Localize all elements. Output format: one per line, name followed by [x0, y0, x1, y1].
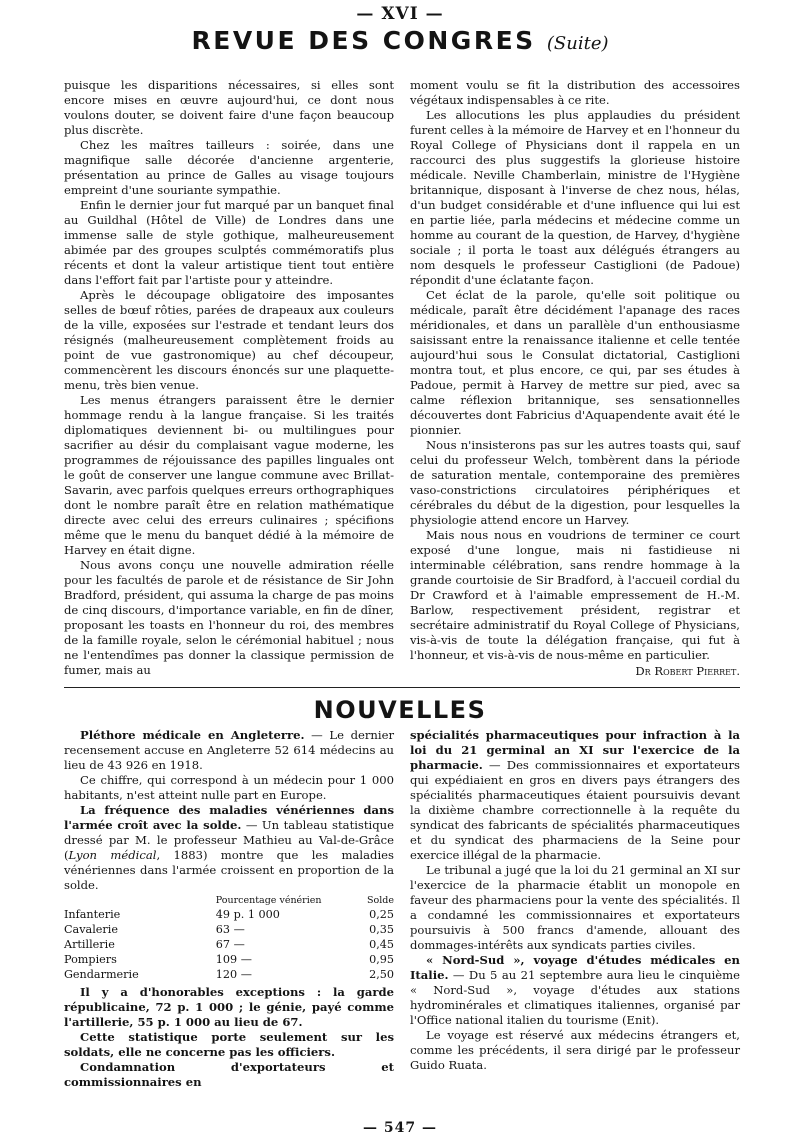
paragraph: Chez les maîtres tailleurs : soirée, dans une magnifique salle décorée d'ancienne argenterie, présentation au prince de Galles au visage toujours empreint d'une souriante sympathie.	[64, 138, 394, 197]
paragraph: Cet éclat de la parole, qu'elle soit politique ou médicale, paraît être décidément l'apanage des races méridionales, et dans un parallèle d'un enthousiasme saisissant entre la renaissance italienne et celle tentée aujourd'hui sous le Consulat dictatorial, Castiglioni montra tout, et plus encore, ce qui, par ses études à Padoue, permit à Harvey de mettre sur pied, avec sa calme réflexion britannique, ses sensationnelles découvertes dont Fabricius d'Aquapendente avait été le pionnier.	[410, 288, 740, 437]
author-signature: Dr Robert Pierret.	[635, 664, 740, 678]
news-text: — Un tableau statistique dressé par M. le professeur Mathieu au Val-de-Grâce (	[64, 818, 394, 862]
paragraph: Cette statistique porte seulement sur les soldats, elle ne concerne pas les officiers.	[64, 1030, 394, 1059]
news-text: , 1883) montre que les maladies vénériennes dans l'armée croissent en proportion de la solde.	[64, 848, 394, 892]
paragraph: Ce chiffre, qui correspond à un médecin pour 1 000 habitants, n'est atteint nulle part en Europe.	[64, 773, 394, 802]
news-text: — Le dernier recensement accuse en Angleterre 52 614 médecins au lieu de 43 926 en 1918.	[64, 728, 394, 772]
row-solde: 2,50	[369, 968, 394, 981]
row-arme: Cavalerie	[64, 923, 118, 936]
row-pct: 109 —	[215, 953, 252, 966]
article-right-column	[410, 78, 740, 679]
table-row	[64, 907, 394, 922]
news-headline: Condamnation d'exportateurs et commissionnaires en	[64, 1060, 394, 1089]
row-arme: Artillerie	[64, 938, 115, 951]
row-arme: Gendarmerie	[64, 968, 139, 981]
row-pct: 120 —	[215, 968, 252, 981]
news-headline: La fréquence des maladies vénériennes dans l'armée croît avec la solde.	[64, 803, 394, 832]
table-header	[64, 895, 394, 907]
news-item	[64, 728, 394, 773]
paragraph: Mais nous nous en voudrions de terminer ce court exposé d'une longue, mais ni fastidieuse ni interminable célébration, sans rendre hommage à la grande courtoisie de Sir Bradford, à l'accueil cordial du Dr Crawford et à l'aimable empressement de H.-M. Barlow, respectivement président, registrar et secrétaire administratif du Royal College of Physicians, vis-à-vis de toute la délégation française, qui fut à l'honneur, et vis-à-vis de nous-même en particulier.	[410, 528, 740, 662]
section-divider	[64, 687, 740, 688]
news-left-column	[64, 728, 394, 1090]
paragraph: Les menus étrangers paraissent être le dernier hommage rendu à la langue française. Si les traités diplomatiques deviennent bi- ou multilingues pour sacrifier au désir du complaisant vague moderne, les programmes de réjouissance des papilles linguales ont le goût de conserver une langue commune avec Brillat-Savarin, avec parfois quelques erreurs orthographiques dont le nombre paraît être en relation mathématique directe avec celui des erreurs culinaires ; spécifions même que le menu du banquet dédié à la mémoire de Harvey en était digne.	[64, 393, 394, 557]
folio-page-number: — 547 —	[363, 1120, 437, 1136]
running-title-main: REVUE DES CONGRES	[191, 26, 536, 55]
news-item	[410, 953, 740, 1028]
journal-citation: Lyon médical	[68, 848, 157, 862]
news-right-column	[410, 728, 740, 1073]
row-arme: Infanterie	[64, 908, 121, 921]
article-left-column	[64, 78, 394, 678]
row-solde: 0,95	[369, 953, 394, 966]
running-title-suite: (Suite)	[546, 33, 609, 54]
paragraph: Le tribunal a jugé que la loi du 21 germinal an XI sur l'exercice de la pharmacie établit un monopole en faveur des pharmaciens pour la vente des spécialités. Il a condamné les commissionnaires et exportateurs poursuivis à 500 francs d'amende, allouant des dommages-intérêts aux syndicats parties civiles.	[410, 863, 740, 952]
column-header-pct: Pourcentage vénérien	[215, 895, 322, 906]
paragraph: moment voulu se fit la distribution des accessoires végétaux indispensables à ce rite.	[410, 78, 740, 107]
news-text: — Des commissionnaires et exportateurs qui expédiaient en gros en divers pays étrangers des spécialités pharmaceutiques étaient poursuivis devant la dixième chambre correctionnelle à la requête du syndicat des fabricants de spécialités pharmaceutiques et du syndicat des pharmaciens de la Seine pour exercice illégal de la pharmacie.	[410, 758, 740, 862]
paragraph: puisque les disparitions nécessaires, si elles sont encore mises en œuvre aujourd'hui, ce dont nous voulons douter, se doivent faire d'une façon beaucoup plus discrète.	[64, 78, 394, 137]
news-headline: spécialités pharmaceutiques pour infraction à la loi du 21 germinal an XI sur l'exercice de la pharmacie.	[410, 728, 740, 772]
table-row	[64, 952, 394, 967]
news-headline: Pléthore médicale en Angleterre.	[80, 728, 305, 742]
paragraph: Le voyage est réservé aux médecins étrangers et, comme les précédents, il sera dirigé par le professeur Guido Ruata.	[410, 1028, 740, 1072]
paragraph: Il y a d'honorables exceptions : la garde républicaine, 72 p. 1 000 ; le génie, payé comme l'artillerie, 55 p. 1 000 au lieu de 67.	[64, 985, 394, 1029]
table-row	[64, 937, 394, 952]
paragraph: Enfin le dernier jour fut marqué par un banquet final au Guildhal (Hôtel de Ville) de Londres dans une immense salle de style gothique, malheureusement abimée par des groupes sculptés commémoratifs plus récents et dont la valeur artistique tient tout entière dans l'effort fait par l'artiste pour y atteindre.	[64, 198, 394, 287]
paragraph: Nous avons conçu une nouvelle admiration réelle pour les facultés de parole et de résistance de Sir John Bradford, président, qui assuma la charge de pas moins de cinq discours, d'importance variable, en fin de dîner, proposant les toasts en l'honneur du roi, des membres de la famille royale, selon le cérémonial habituel ; nous ne l'entendîmes pas donner la classique permission de fumer, mais au	[64, 558, 394, 677]
news-headline: « Nord-Sud », voyage d'études médicales en Italie.	[410, 953, 740, 982]
news-item	[64, 803, 394, 893]
row-arme: Pompiers	[64, 953, 117, 966]
table-row	[64, 922, 394, 937]
paragraph: Les allocutions les plus applaudies du président furent celles à la mémoire de Harvey et en l'honneur du Royal College of Physicians dont il rappela en un raccourci des plus suggestifs la glorieuse histoire médicale. Neville Chamberlain, ministre de l'Hygiène britannique, disposant à l'inverse de chez nous, hélas, d'un budget considérable et d'une influence qui lui est en partie liée, parla médecins et médecine comme un homme au courant de la question, de Harvey, d'hygiène sociale ; il porta le toast aux délégués étrangers au nom desquels le professeur Castiglioni (de Padoue) répondit d'une éclatante façon.	[410, 108, 740, 287]
paragraph: Après le découpage obligatoire des imposantes selles de bœuf rôties, parées de drapeaux aux couleurs de la ville, exposées sur l'estrade et tendant leurs dos résignés (malheureusement complètement froids au point de vue gastronomique) au chef découpeur, commencèrent les discours énoncés sur une plaquette-menu, très bien venue.	[64, 288, 394, 392]
section-title: NOUVELLES	[313, 696, 487, 724]
row-solde: 0,35	[369, 923, 394, 936]
row-solde: 0,25	[369, 908, 394, 921]
row-solde: 0,45	[369, 938, 394, 951]
row-pct: 49 p. 1 000	[215, 908, 280, 921]
venereal-stats-table	[64, 895, 394, 982]
table-row	[64, 967, 394, 982]
paragraph: Nous n'insisterons pas sur les autres toasts qui, sauf celui du professeur Welch, tombèrent dans la période de saturation mentale, contemporaine des premières vaso-constrictions circulatoires périphériques et cérébrales du début de la digestion, pour lesquelles la physiologie attend encore un Harvey.	[410, 438, 740, 527]
row-pct: 63 —	[215, 923, 245, 936]
column-header-solde: Solde	[367, 895, 394, 906]
news-text: — Du 5 au 21 septembre aura lieu le cinquième « Nord-Sud », voyage d'études aux stations hydrominérales et climatiques italiennes, organisé par l'Office national italien du tourisme (Enit).	[410, 968, 740, 1027]
roman-page-number: — XVI —	[356, 4, 444, 24]
news-item	[410, 728, 740, 863]
row-pct: 67 —	[215, 938, 245, 951]
running-title	[0, 26, 800, 55]
